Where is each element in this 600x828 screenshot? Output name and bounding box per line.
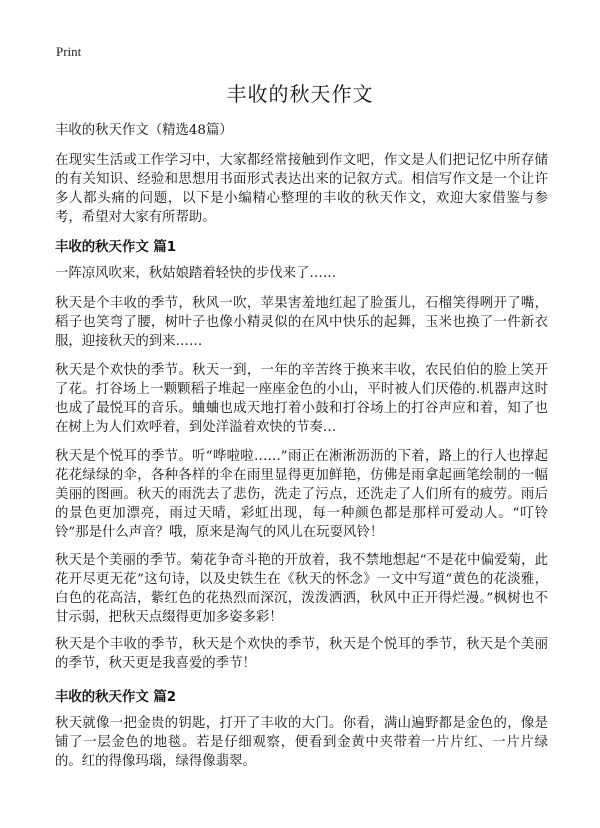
section-heading-2: 丰收的秋天作文 篇2 [55,690,177,705]
section-1-paragraph-6: 秋天是个丰收的季节，秋天是个欢快的季节，秋天是个悦耳的季节，秋天是个美丽的季节，秋天更是我喜爱的季节！ [55,637,548,671]
section-1-paragraph-5: 秋天是个美丽的季节。菊花争奇斗艳的开放着，我不禁地想起“不是花中偏爱菊，此花开尽更无花”这句诗，以及史铁生在《秋天的怀念》一文中写道“黄色的花淡雅，白色的花高洁，紫红色的花热烈而深沉，泼泼洒洒，秋风中正开得烂漫。”枫树也不甘示弱，把秋天点缀得更加多姿多彩！ [55,553,548,625]
print-label: Print [56,44,82,59]
section-1-paragraph-1: 一阵凉风吹来，秋姑娘踏着轻快的步伐来了…… [55,266,337,281]
section-2-paragraph-1: 秋天就像一把金贵的钥匙，打开了丰收的大门。你看，满山遍野都是金色的，像是铺了一层金色的地毯。若是仔细观察，便看到金黄中夹带着一片片红、一片片绿的。红的得像玛瑙，绿得像翡翠。 [55,716,548,769]
document-title: 丰收的秋天作文 [226,82,374,106]
document-subtitle: 丰收的秋天作文（精选48篇） [55,123,233,138]
section-1-paragraph-4: 秋天是个悦耳的季节。听“哗啦啦……”雨正在淅淅沥沥的下着，路上的行人也撑起花花绿绿的伞，各种各样的伞在雨里显得更加鲜艳，仿佛是雨拿起画笔绘制的一幅美丽的图画。秋天的雨洗去了悲伤，洗走了污点，还洗走了人们所有的疲劳。雨后的景色更加漂亮，雨过天晴，彩虹出现，每一种颜色都是那样可爱动人。“叮铃铃”那是什么声音？哦，原来是淘气的风儿在玩耍风铃！ [55,449,548,540]
section-1-paragraph-3: 秋天是个欢快的季节。秋天一到，一年的辛苦终于换来丰收，农民伯伯的脸上笑开了花。打谷场上一颗颗稻子堆起一座座金色的小山，平时被人们厌倦的.机器声这时也成了最悦耳的音乐。蛐蛐也成天地打着小鼓和打谷场上的打谷声应和着，知了也在树上为人们欢呼着，到处洋溢着欢快的节奏… [55,363,548,435]
intro-paragraph: 在现实生活或工作学习中，大家都经常接触到作文吧，作文是人们把记忆中所存储的有关知识、经验和思想用书面形式表达出来的记叙方式。相信写作文是一个让许多人都头痛的问题，以下是小编精心整理的丰收的秋天作文，欢迎大家借鉴与参考，希望对大家有所帮助。 [55,153,548,225]
section-heading-1: 丰收的秋天作文 篇1 [55,240,177,255]
section-1-paragraph-2: 秋天是个丰收的季节，秋风一吹，苹果害羞地红起了脸蛋儿，石榴笑得咧开了嘴，稻子也笑弯了腰，树叶子也像小精灵似的在风中快乐的起舞，玉米也换了一件新衣服，迎接秋天的到来…… [55,296,548,349]
